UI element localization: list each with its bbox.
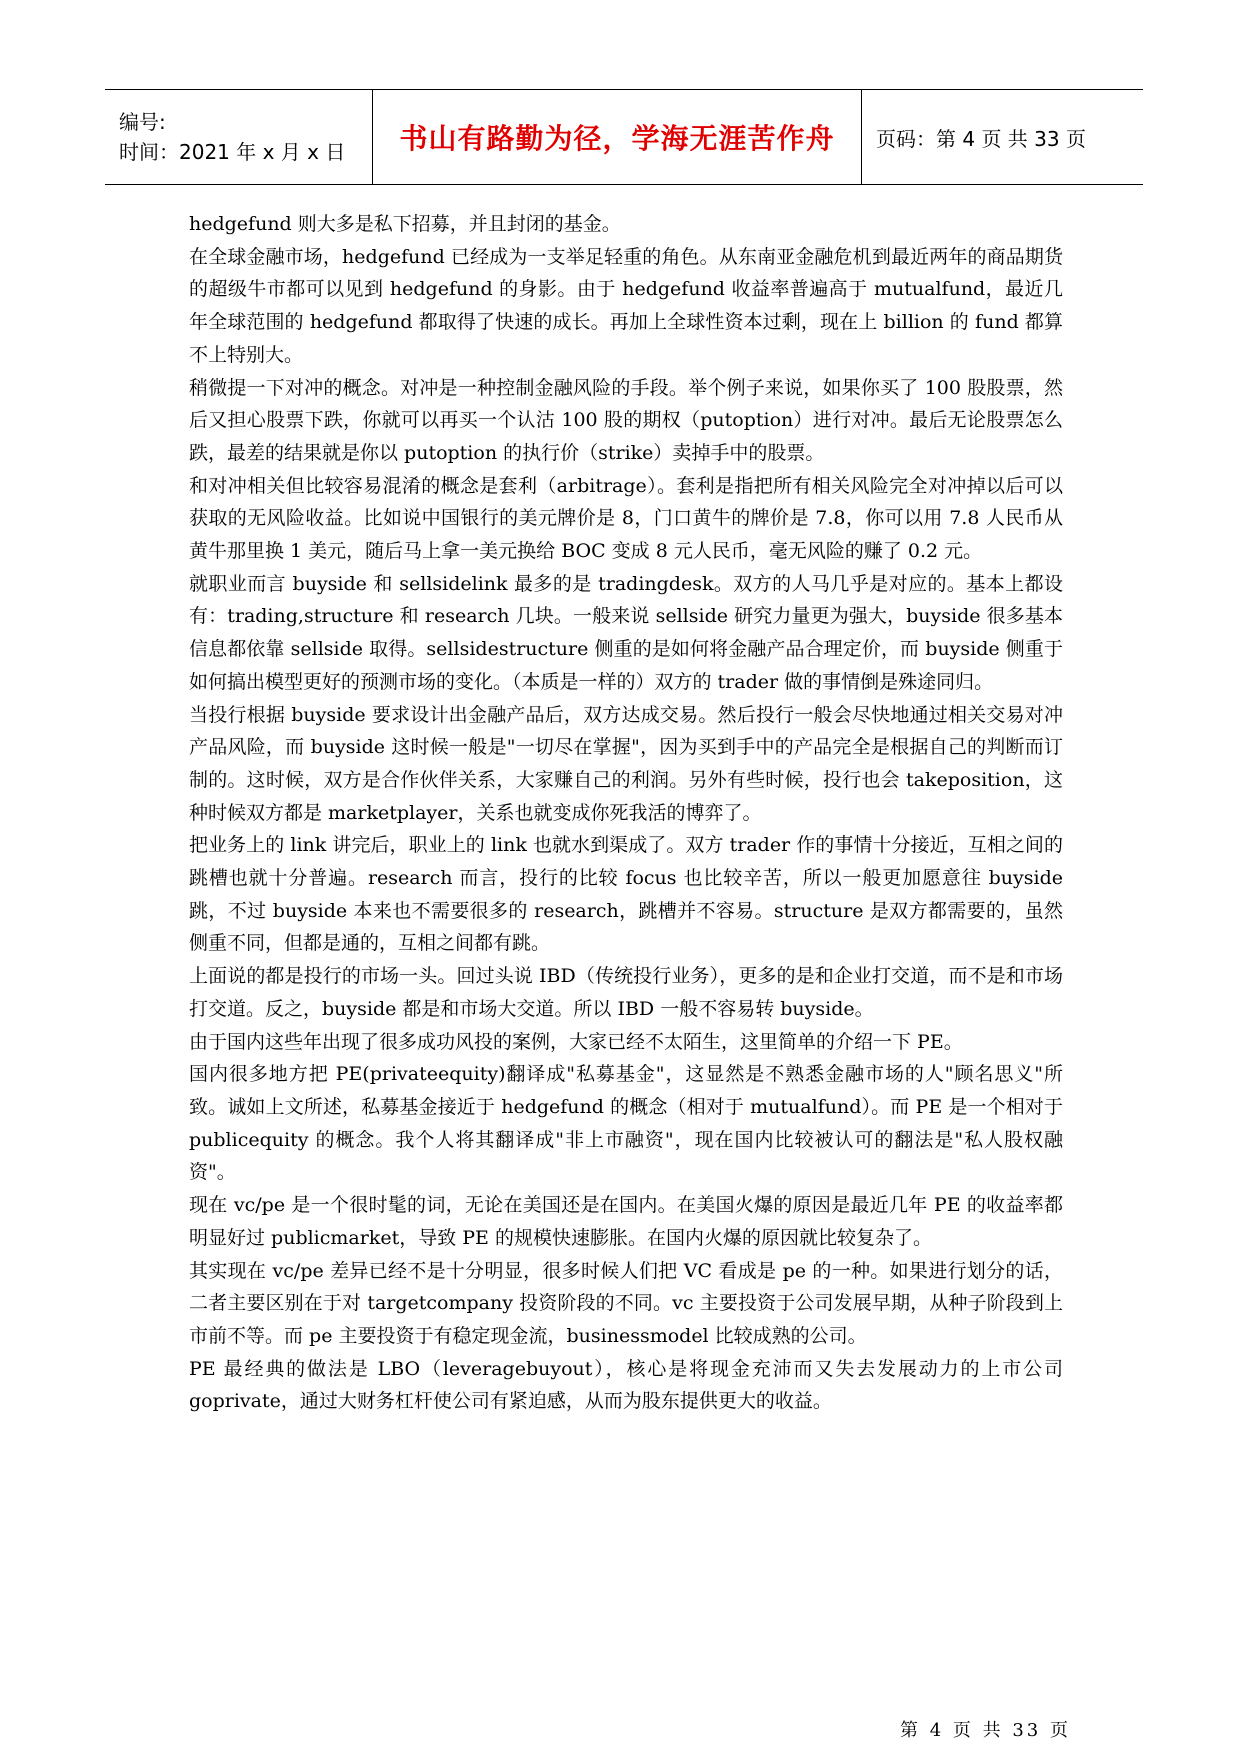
paragraph: 国内很多地方把 PE(privateequity)翻译成"私募基金"，这显然是不熟悉金融市场的人"顾名思义"所致。诚如上文所述，私募基金接近于 hedgefund 的概念（相对于 mutualfund）。而 PE 是一个相对于 publicequity 的概念。我个人将其翻译成"非上市融资"，现在国内比较被认可的翻法是"私人股权融资"。 [189, 1063, 1063, 1184]
page-footer: 第 4 页 共 33 页 [900, 1720, 1071, 1741]
paragraph: PE 最经典的做法是 LBO（leveragebuyout），核心是将现金充沛而又失去发展动力的上市公司 goprivate，通过大财务杠杆使公司有紧迫感，从而为股东提供更大的收益。 [189, 1357, 1063, 1413]
page-header [105, 89, 1143, 185]
paragraph: hedgefund 则大多是私下招募，并且封闭的基金。 [189, 213, 621, 235]
header-motto: 书山有路勤为径，学海无涯苦作舟 [399, 122, 835, 155]
header-right-cell [862, 90, 1143, 184]
paragraph: 在全球金融市场，hedgefund 已经成为一支举足轻重的角色。从东南亚金融危机到最近两年的商品期货的超级牛市都可以见到 hedgefund 的身影。由于 hedgefund 收益率普遍高于 mutualfund，最近几年全球范围的 hedgefund 都取得了快速的成长。再加上全球性资本过剩，现在上 billion 的 fund 都算不上特别大。 [189, 245, 1063, 366]
paragraph: 和对冲相关但比较容易混淆的概念是套利（arbitrage）。套利是指把所有相关风险完全对冲掉以后可以获取的无风险收益。比如说中国银行的美元牌价是 8，门口黄牛的牌价是 7.8，你可以用 7.8 人民币从黄牛那里换 1 美元，随后马上拿一美元换给 BOC 变成 8 元人民币，毫无风险的赚了 0.2 元。 [189, 474, 1063, 563]
paragraph: 当投行根据 buyside 要求设计出金融产品后，双方达成交易。然后投行一般会尽快地通过相关交易对冲产品风险，而 buyside 这时候一般是"一切尽在掌握"，因为买到手中的产品完全是根据自己的判断而订制的。这时候，双方是合作伙伴关系，大家赚自己的利润。另外有些时候，投行也会 takeposition，这种时候双方都是 marketplayer，关系也就变成你死我活的博弈了。 [189, 703, 1063, 824]
document-body [189, 208, 1063, 1418]
paragraph: 其实现在 vc/pe 差异已经不是十分明显，很多时候人们把 VC 看成是 pe 的一种。如果进行划分的话，二者主要区别在于对 targetcompany 投资阶段的不同。vc 主要投资于公司发展早期，从种子阶段到上市前不等。而 pe 主要投资于有稳定现金流，businessmodel 比较成熟的公司。 [189, 1259, 1063, 1347]
paragraph: 由于国内这些年出现了很多成功风投的案例，大家已经不太陌生，这里简单的介绍一下 PE。 [189, 1030, 963, 1053]
paragraph: 就职业而言 buyside 和 sellsidelink 最多的是 tradingdesk。双方的人马几乎是对应的。基本上都设有：trading,structure 和 research 几块。一般来说 sellside 研究力量更为强大，buyside 很多基本信息都依靠 sellside 取得。sellsidestructure 侧重的是如何将金融产品合理定价，而 buyside 侧重于如何搞出模型更好的预测市场的变化。（本质是一样的）双方的 trader 做的事情倒是殊途同归。 [189, 572, 1063, 693]
paragraph: 稍微提一下对冲的概念。对冲是一种控制金融风险的手段。举个例子来说，如果你买了 100 股股票，然后又担心股票下跌，你就可以再买一个认沽 100 股的期权（putoption）进行对冲。最后无论股票怎么跌，最差的结果就是你以 putoption 的执行价（strike）卖掉手中的股票。 [189, 376, 1063, 464]
paragraph: 把业务上的 link 讲完后，职业上的 link 也就水到渠成了。双方 trader 作的事情十分接近，互相之间的跳槽也就十分普遍。research 而言，投行的比较 focus 也比较辛苦，所以一般更加愿意往 buyside 跳，不过 buyside 本来也不需要很多的 research，跳槽并不容易。structure 是双方都需要的，虽然侧重不同，但都是通的，互相之间都有跳。 [189, 834, 1063, 955]
header-motto-cell [373, 90, 862, 184]
document-number-label: 编号: [119, 110, 166, 134]
paragraph: 上面说的都是投行的市场一头。回过头说 IBD（传统投行业务），更多的是和企业打交道，而不是和市场打交道。反之，buyside 都是和市场大交道。所以 IBD 一般不容易转 buyside。 [189, 965, 1063, 1020]
document-time-label: 时间：2021 年 x 月 x 日 [119, 140, 346, 164]
page-number-label: 页码：第 4 页 共 33 页 [876, 126, 1086, 151]
header-left-cell [105, 90, 373, 184]
paragraph: 现在 vc/pe 是一个很时髦的词，无论在美国还是在国内。在美国火爆的原因是最近几年 PE 的收益率都明显好过 publicmarket，导致 PE 的规模快速膨胀。在国内火爆的原因就比较复杂了。 [189, 1194, 1063, 1249]
